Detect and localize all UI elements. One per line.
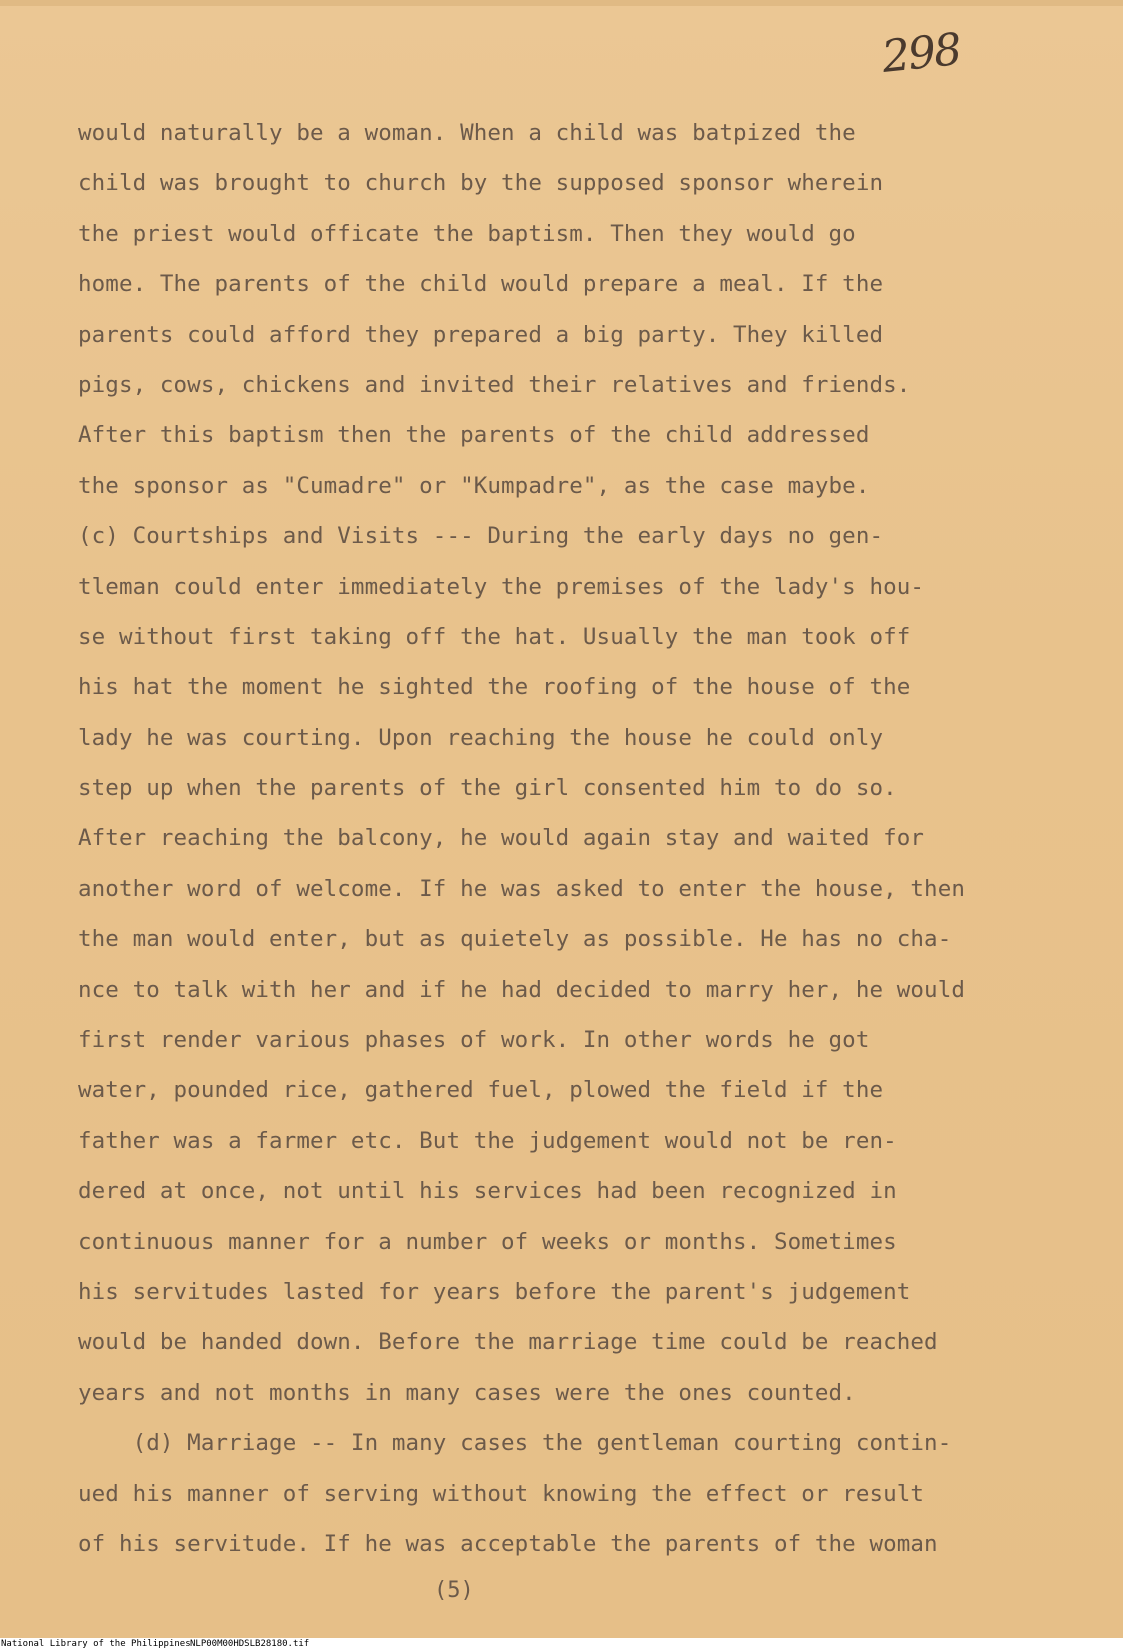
- text-line: the sponsor as "Cumadre" or "Kumpadre", as the case maybe.: [78, 472, 870, 499]
- text-line: his hat the moment he sighted the roofing of the house of the: [78, 674, 911, 701]
- footer-file-name: NLP00M00HDSLB28180.tif: [190, 1639, 310, 1649]
- text-line: parents could afford they prepared a big party. They killed: [78, 321, 884, 348]
- text-line: of his servitude. If he was acceptable the parents of the woman: [78, 1530, 938, 1557]
- text-line: dered at once, not until his services had been recognized in: [78, 1178, 897, 1205]
- text-line: ued his manner of serving without knowing the effect or result: [78, 1480, 925, 1507]
- text-line: years and not months in many cases were the ones counted.: [78, 1379, 856, 1406]
- footer-library-name: National Library of the Philippines: [1, 1639, 191, 1649]
- text-line: another word of welcome. If he was asked to enter the house, then: [78, 875, 965, 902]
- text-line: child was brought to church by the supposed sponsor wherein: [78, 170, 884, 197]
- text-line: lady he was courting. Upon reaching the house he could only: [78, 724, 884, 751]
- text-line: (c) Courtships and Visits --- During the early days no gen-: [78, 523, 884, 550]
- text-line: home. The parents of the child would prepare a meal. If the: [78, 271, 884, 298]
- text-line: first render various phases of work. In other words he got: [78, 1027, 870, 1054]
- text-line: step up when the parents of the girl consented him to do so.: [78, 775, 897, 802]
- typewritten-text-block: [78, 108, 1078, 1569]
- text-line: continuous manner for a number of weeks or months. Sometimes: [78, 1228, 897, 1255]
- text-line: After reaching the balcony, he would again stay and waited for: [78, 825, 925, 852]
- text-line: se without first taking off the hat. Usually the man took off: [78, 623, 911, 650]
- text-line: father was a farmer etc. But the judgement would not be ren-: [78, 1127, 897, 1154]
- page-top-edge: [0, 0, 1123, 6]
- text-line: water, pounded rice, gathered fuel, plowed the field if the: [78, 1077, 884, 1104]
- text-line: tleman could enter immediately the premises of the lady's hou-: [78, 573, 925, 600]
- text-line: the man would enter, but as quietely as possible. He has no cha-: [78, 926, 952, 953]
- text-line: would naturally be a woman. When a child was batpized the: [78, 120, 856, 146]
- page-number: (5): [434, 1578, 474, 1603]
- text-line: After this baptism then the parents of the child addressed: [78, 422, 870, 449]
- text-line: (d) Marriage -- In many cases the gentleman courting contin-: [78, 1430, 952, 1457]
- text-line: would be handed down. Before the marriage time could be reached: [78, 1329, 938, 1356]
- text-line: his servitudes lasted for years before the parent's judgement: [78, 1278, 911, 1305]
- handwritten-page-number: 298: [879, 24, 963, 83]
- text-line: pigs, cows, chickens and invited their relatives and friends.: [78, 371, 911, 398]
- text-line: nce to talk with her and if he had decided to marry her, he would: [78, 976, 965, 1003]
- text-line: the priest would officate the baptism. Then they would go: [78, 220, 856, 247]
